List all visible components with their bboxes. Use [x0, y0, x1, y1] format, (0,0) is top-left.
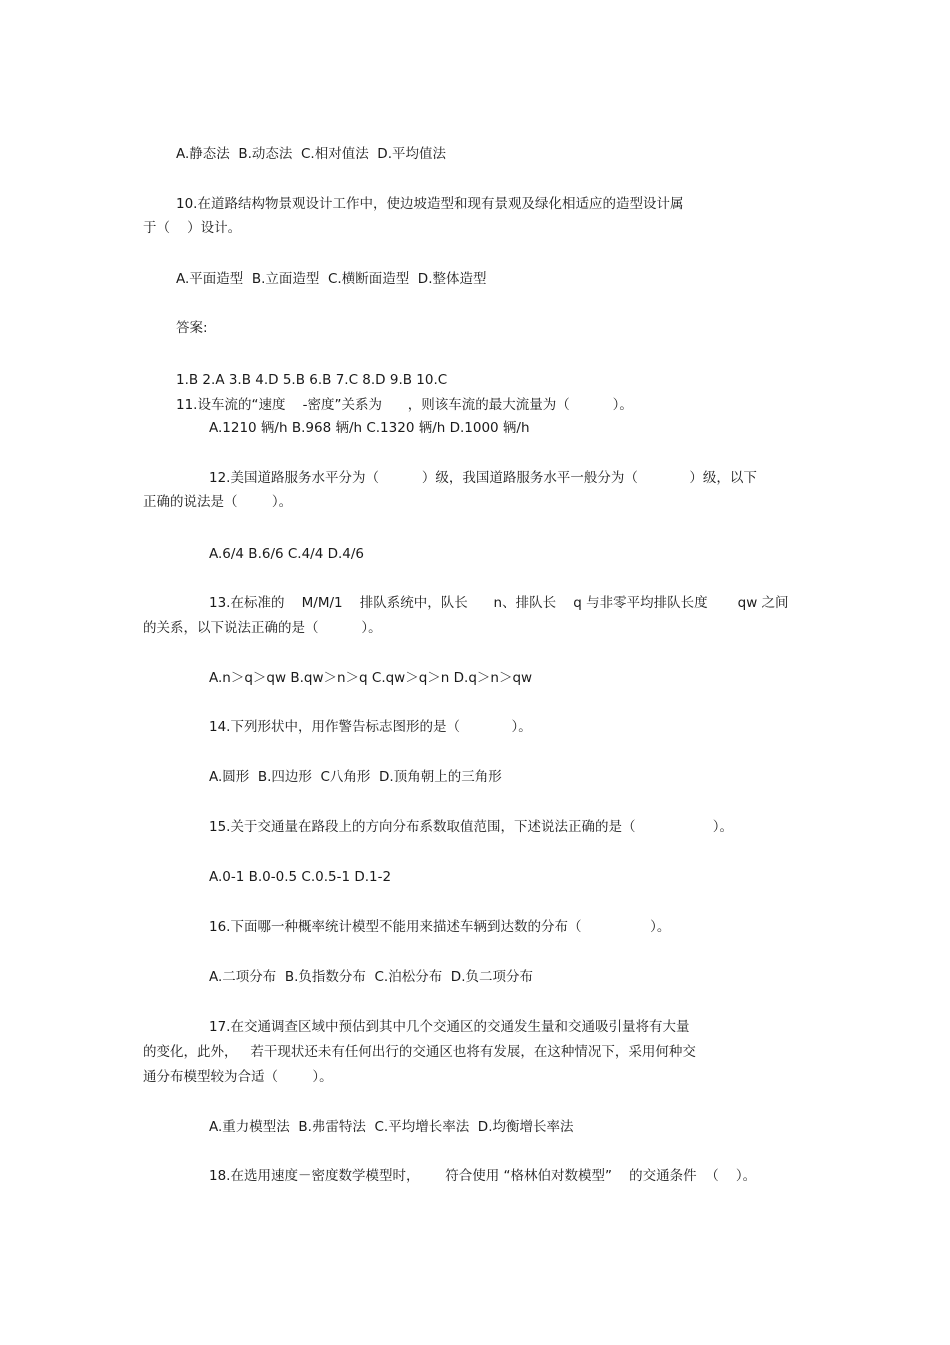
q10-stem-line2: 于（ ）设计。 [143, 220, 242, 236]
q17-stem-line2: 的变化，此外， 若干现状还未有任何出行的交通区也将有发展，在这种情况下，采用何种交 [143, 1044, 696, 1060]
q17-stem-line3: 通分布模型较为合适（ ）。 [143, 1069, 333, 1085]
q11-options: A.1210 辆/h B.968 辆/h C.1320 辆/h D.1000 辆/h [209, 420, 530, 436]
q17-options: A.重力模型法 B.弗雷特法 C.平均增长率法 D.均衡增长率法 [209, 1119, 574, 1135]
q13-stem-line1: 13.在标准的 M/M/1 排队系统中，队长 n、排队长 q 与非零平均排队长度 qw 之间 [209, 595, 789, 611]
q10-options: A.平面造型 B.立面造型 C.横断面造型 D.整体造型 [176, 271, 487, 287]
answer-key: 1.B 2.A 3.B 4.D 5.B 6.B 7.C 8.D 9.B 10.C [176, 372, 448, 388]
answer-heading: 答案: [176, 320, 208, 336]
q13-stem-line2: 的关系，以下说法正确的是（ ）。 [143, 620, 382, 636]
q11-stem: 11.设车流的“速度 -密度”关系为 ，则该车流的最大流量为（ ）。 [176, 397, 633, 413]
q12-options: A.6/4 B.6/6 C.4/4 D.4/6 [209, 546, 365, 562]
q12-stem-line1: 12.美国道路服务水平分为（ ）级，我国道路服务水平一般分为（ ）级，以下 [209, 470, 757, 486]
q9-options: A.静态法 B.动态法 C.相对值法 D.平均值法 [176, 146, 446, 162]
q13-options: A.n＞q＞qw B.qw＞n＞q C.qw＞q＞n D.q＞n＞qw [209, 670, 533, 686]
q17-stem-line1: 17.在交通调查区域中预估到其中几个交通区的交通发生量和交通吸引量将有大量 [209, 1019, 690, 1035]
q16-options: A.二项分布 B.负指数分布 C.泊松分布 D.负二项分布 [209, 969, 533, 985]
q18-stem: 18.在选用速度－密度数学模型时， 符合使用 “格林伯对数模型” 的交通条件 （ ）。 [209, 1168, 757, 1184]
q14-stem: 14.下列形状中，用作警告标志图形的是（ ）。 [209, 719, 532, 735]
q16-stem: 16.下面哪一种概率统计模型不能用来描述车辆到达数的分布（ ）。 [209, 919, 671, 935]
q14-options: A.圆形 B.四边形 C八角形 D.顶角朝上的三角形 [209, 769, 502, 785]
q12-stem-line2: 正确的说法是（ ）。 [143, 494, 293, 510]
q15-options: A.0-1 B.0-0.5 C.0.5-1 D.1-2 [209, 869, 392, 885]
q15-stem: 15.关于交通量在路段上的方向分布系数取值范围，下述说法正确的是（ ）。 [209, 819, 733, 835]
q10-stem-line1: 10.在道路结构物景观设计工作中，使边坡造型和现有景观及绿化相适应的造型设计属 [176, 196, 684, 212]
